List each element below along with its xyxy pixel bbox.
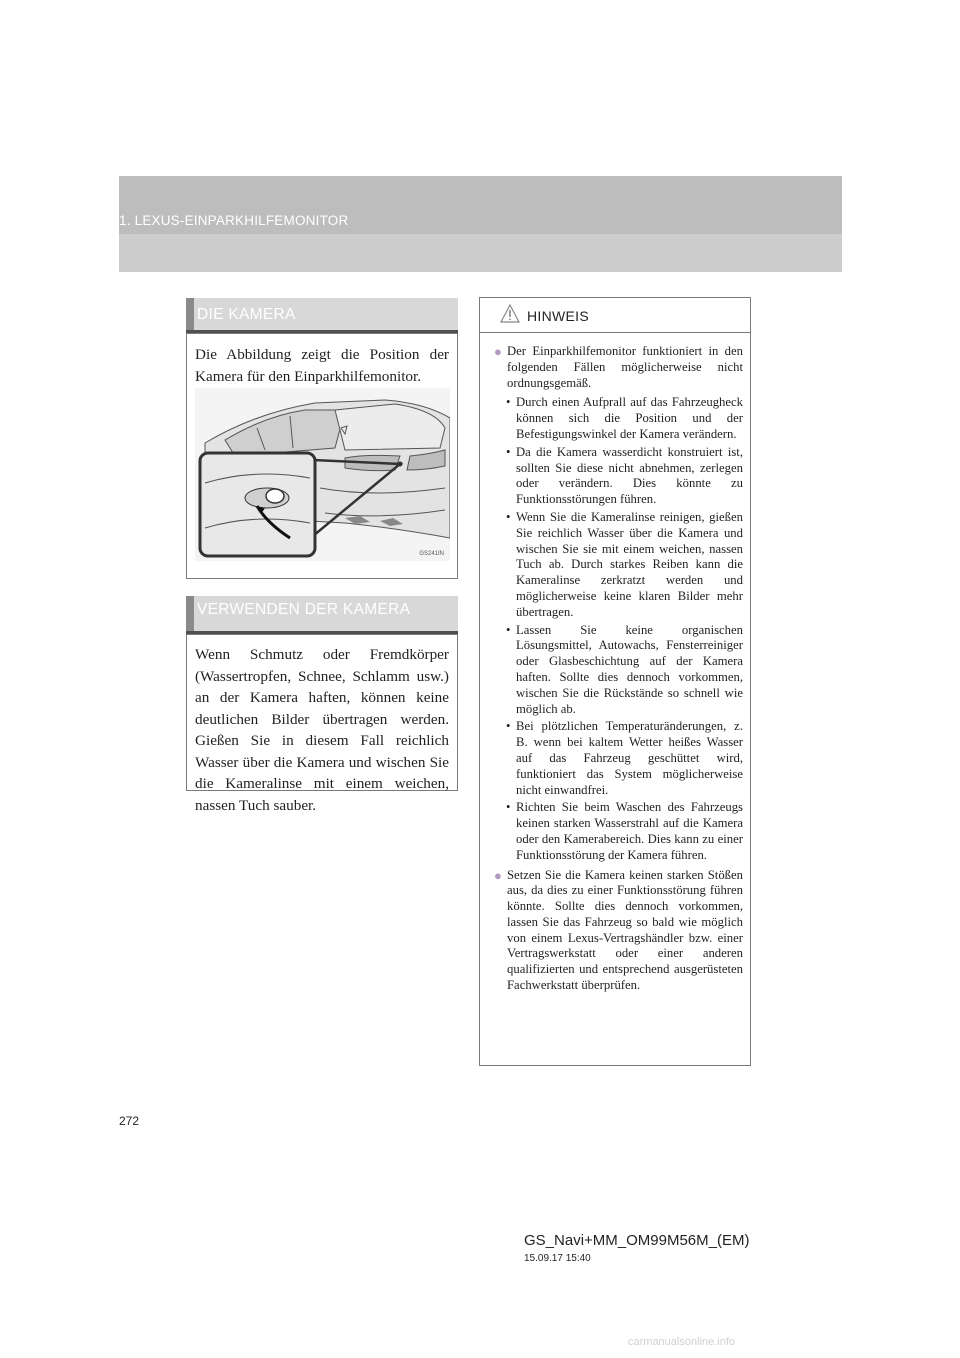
page-number: 272 (119, 1114, 140, 1128)
notice-box (479, 297, 751, 1066)
notice-body (494, 344, 743, 998)
footer-date: 15.09.17 15:40 (524, 1253, 591, 1264)
section-heading-use (186, 596, 458, 634)
heading-accent (186, 596, 194, 631)
warning-icon (500, 304, 520, 323)
notice-item-text: Setzen Sie die Kamera keinen starken Stößen aus, da dies zu einer Funktionsstörung führen könnte. Sollte dies dennoch vorkommen, lassen Sie das Fahrzeug so bald wie möglich von einem Lexus-Vertragshändler bzw. einer Vertragswerkstatt oder einer anderen qualifizierten und entsprechend ausgerüsteten Fachwerkstatt überprüfen. (507, 867, 743, 993)
bullet-dot-icon: • (506, 444, 511, 459)
notice-subitem-text: Lassen Sie keine organischen Lösungsmittel, Autowachs, Fensterreiniger oder Glasbeschichtung auf der Kamera haften. Sollte dies dennoch vorkommen, wischen Sie die Rückstände so schnell wie möglich ab. (516, 622, 743, 716)
notice-item (494, 344, 743, 391)
camera-description: Die Abbildung zeigt die Position der Kamera für den Einparkhilfemonitor. (195, 346, 449, 385)
watermark: carmanualsonline.info (628, 1336, 736, 1348)
use-box (186, 634, 458, 814)
notice-subitem-text: Richten Sie beim Waschen des Fahrzeugs keinen starken Wasserstrahl auf die Kamera oder den Kamerabereich. Dies kann zu einer Funktionsstörung der Kamera führen. (516, 800, 743, 862)
notice-subitem (497, 445, 743, 508)
bullet-dot-icon: • (506, 800, 511, 815)
use-description: Wenn Schmutz oder Fremdkörper (Wassertropfen, Schnee, Schlamm usw.) an der Kamera haften, können keine deutlichen Bilder übertragen werden. Gießen Sie in diesem Fall reichlich Wasser über die Kamera und wischen Sie die Kameralinse mit einem weichen, nassen Tuch sauber. (195, 646, 449, 814)
section-heading-camera-label: DIE KAMERA (197, 306, 296, 323)
figure-label: GS241IN (419, 551, 444, 557)
notice-subitem-text: Bei plötzlichen Temperaturänderungen, z. B. wenn bei kaltem Wetter heißes Wasser auf das Fahrzeug geschüttet wird, funktioniert das System möglicherweise nicht einwandfrei. (516, 719, 743, 797)
notice-subitem-text: Durch einen Aufprall auf das Fahrzeugheck können sich die Position und der Befestigungswinkel der Kamera verändern. (516, 395, 743, 441)
bullet-circle-icon: ● (494, 344, 502, 359)
notice-item-text: Der Einparkhilfemonitor funktioniert in den folgenden Fällen möglicherweise nicht ordnungsgemäß. (507, 344, 743, 390)
notice-header (480, 298, 750, 333)
camera-location-figure (195, 388, 450, 561)
heading-accent (186, 298, 194, 330)
bullet-dot-icon: • (506, 622, 511, 637)
section-heading-camera (186, 298, 458, 333)
bullet-dot-icon: • (506, 509, 511, 524)
notice-item (494, 867, 743, 994)
notice-title: HINWEIS (527, 308, 589, 324)
notice-subitem-text: Wenn Sie die Kameralinse reinigen, gießen Sie reichlich Wasser über die Kamera und wischen Sie sie mit einem weichen, nassen Tuch ab. Durch starkes Reiben kann die Kameralinse zerkratzt werden und möglicherweise keine klaren Bilder mehr übertragen. (516, 509, 743, 619)
notice-subitem (497, 510, 743, 621)
notice-subitem (497, 395, 743, 442)
car-rear-illustration (195, 388, 450, 561)
notice-subitem (497, 800, 743, 863)
bullet-dot-icon: • (506, 395, 511, 410)
notice-subitem (497, 623, 743, 718)
notice-subitem-text: Da die Kamera wasserdicht konstruiert ist, sollten Sie diese nicht abnehmen, zerlegen oder verändern. Dies könnte zu Funktionsstörungen führen. (516, 444, 743, 507)
bullet-dot-icon: • (506, 719, 511, 734)
footer-document-code: GS_Navi+MM_OM99M56M_(EM) (524, 1232, 750, 1249)
bullet-circle-icon: ● (494, 867, 502, 883)
notice-subitem (497, 719, 743, 798)
chapter-title: 1. LEXUS-EINPARKHILFEMONITOR (119, 213, 349, 228)
section-heading-use-label: VERWENDEN DER KAMERA (197, 601, 411, 618)
